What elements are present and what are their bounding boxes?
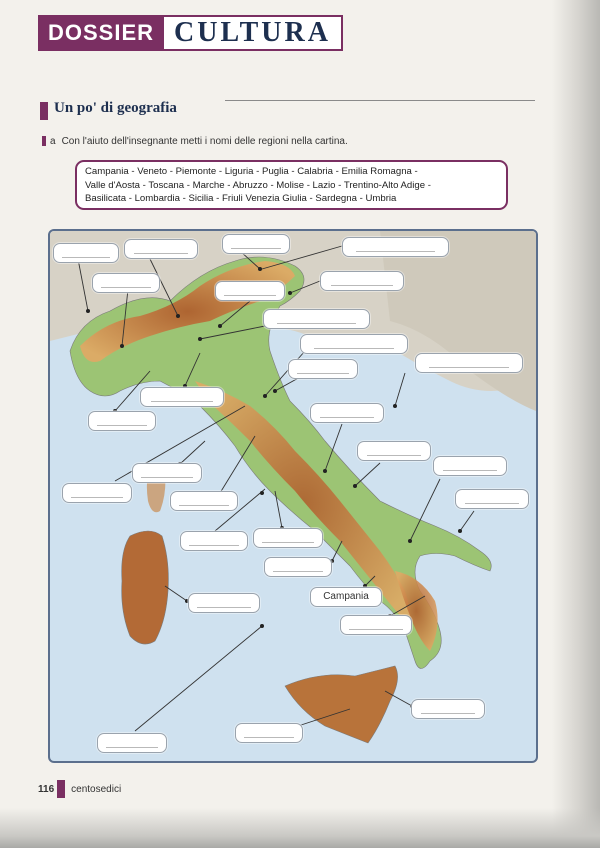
section-title: Un po' di geografia — [54, 100, 177, 116]
region-answer-box[interactable] — [53, 243, 119, 263]
region-answer-box[interactable] — [433, 456, 507, 476]
region-answer-box[interactable] — [188, 593, 260, 613]
page-number: 116 — [38, 783, 55, 795]
region-answer-box[interactable] — [320, 271, 404, 291]
page-number-word: centosedici — [71, 783, 122, 795]
footer-marker — [57, 780, 65, 798]
sardinia-island — [122, 531, 169, 644]
italy-map — [48, 229, 538, 763]
region-answer-box[interactable] — [253, 528, 323, 548]
region-answer-box[interactable] — [180, 531, 248, 551]
region-answer-box[interactable] — [235, 723, 303, 743]
region-answer-box[interactable] — [415, 353, 523, 373]
region-answer-box[interactable] — [215, 281, 285, 301]
region-answer-box[interactable] — [263, 309, 370, 329]
region-word-box — [75, 160, 508, 210]
exercise-instruction — [42, 136, 348, 147]
page-bottom-shadow — [0, 808, 600, 848]
region-answer-box[interactable] — [342, 237, 449, 257]
region-answer-box[interactable] — [124, 239, 198, 259]
region-example-label: Campania — [310, 587, 382, 607]
dossier-header — [38, 15, 343, 51]
section-rule — [225, 100, 535, 101]
region-answer-box[interactable] — [411, 699, 485, 719]
region-answer-box[interactable] — [140, 387, 224, 407]
instruction-text: Con l'aiuto dell'insegnante metti i nomi delle regioni nella cartina. — [61, 136, 348, 147]
region-answer-box[interactable] — [132, 463, 202, 483]
region-answer-box[interactable] — [88, 411, 156, 431]
region-answer-box[interactable] — [300, 334, 408, 354]
page-footer — [38, 780, 121, 798]
page-fold-shadow — [552, 0, 600, 848]
word-box-line: Valle d'Aosta - Toscana - Marche - Abruzzo - Molise - Lazio - Trentino-Alto Adige - — [85, 179, 431, 191]
region-answer-box[interactable] — [455, 489, 529, 509]
region-answer-box[interactable] — [62, 483, 132, 503]
header-title: CULTURA — [164, 15, 343, 51]
header-tag: DOSSIER — [38, 15, 164, 51]
region-answer-box[interactable] — [288, 359, 358, 379]
word-box-line: Campania - Veneto - Piemonte - Liguria - Puglia - Calabria - Emilia Romagna - — [85, 166, 418, 177]
section-heading — [40, 100, 535, 124]
exercise-marker — [42, 136, 46, 146]
region-answer-box[interactable] — [357, 441, 431, 461]
region-answer-box[interactable] — [264, 557, 332, 577]
region-answer-box[interactable] — [222, 234, 290, 254]
region-answer-box[interactable] — [97, 733, 167, 753]
region-answer-box[interactable] — [310, 403, 384, 423]
section-marker — [40, 102, 48, 120]
region-answer-box[interactable] — [92, 273, 160, 293]
exercise-letter: a — [50, 136, 56, 147]
region-answer-box[interactable] — [340, 615, 412, 635]
region-answer-box[interactable] — [170, 491, 238, 511]
word-box-line: Basilicata - Lombardia - Sicilia - Friuli Venezia Giulia - Sardegna - Umbria — [85, 193, 397, 204]
